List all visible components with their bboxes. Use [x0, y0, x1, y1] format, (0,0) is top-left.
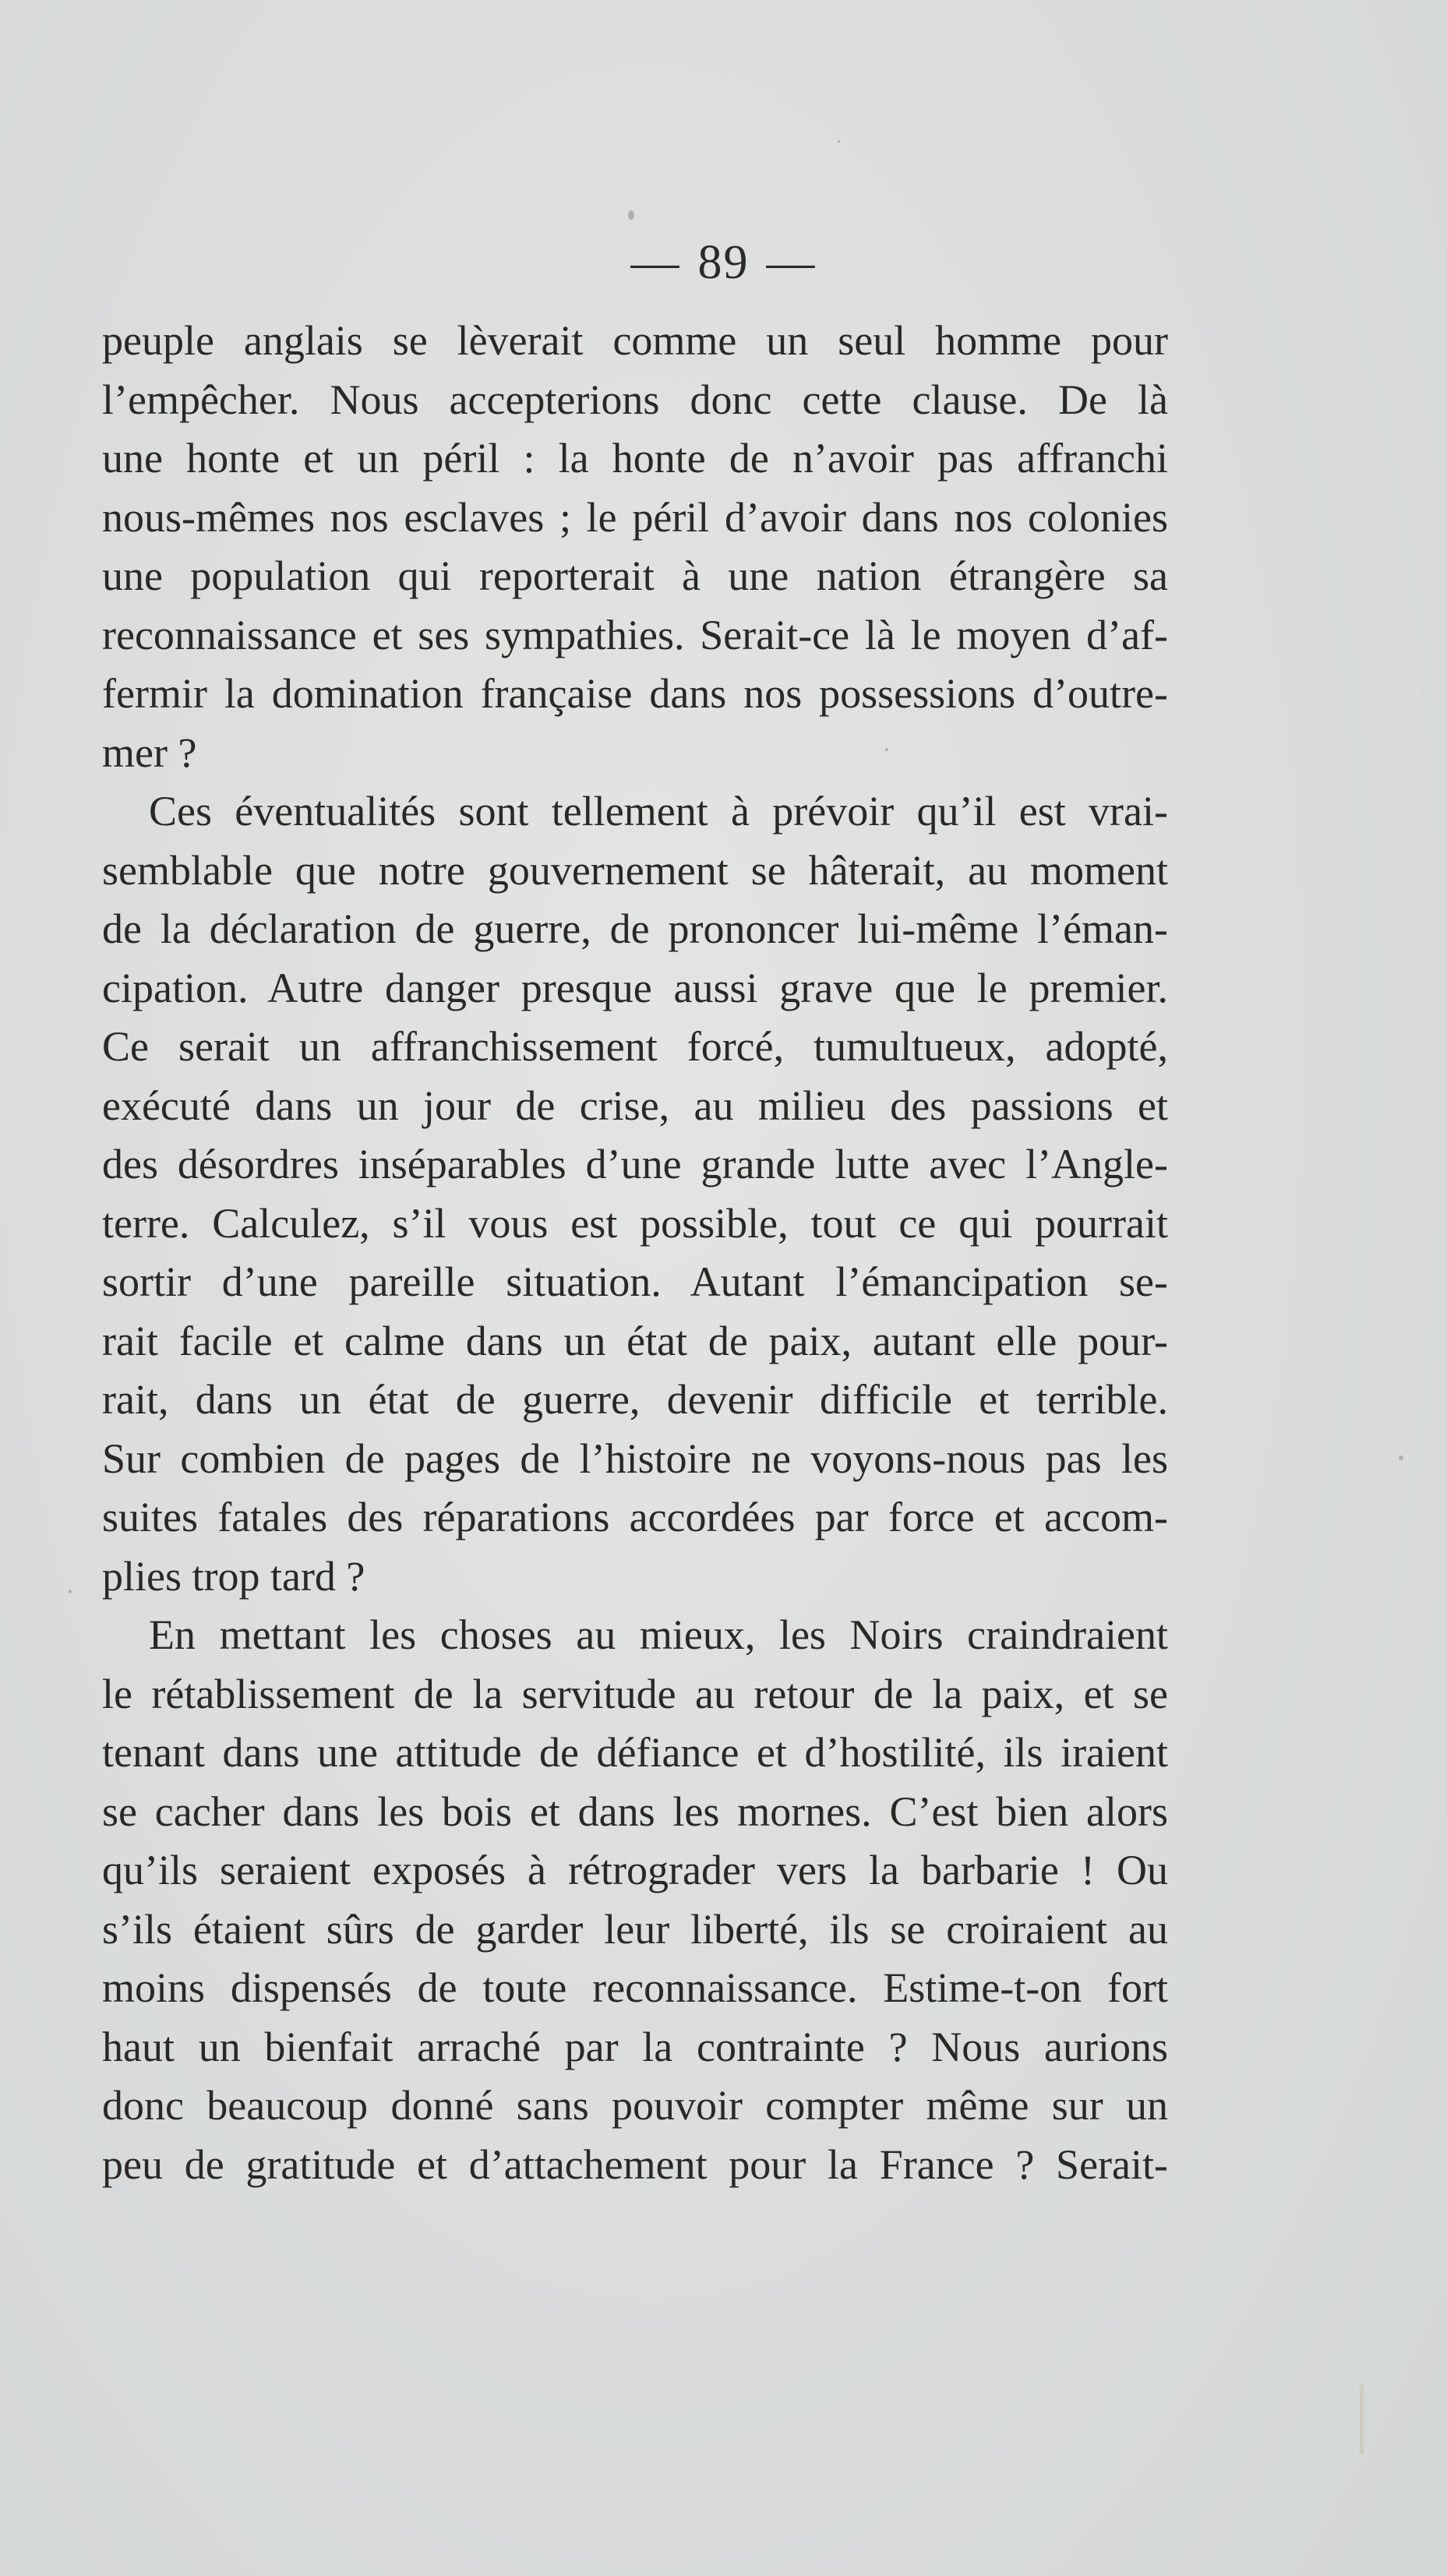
text-line: rait, dans un état de guerre, devenir difficile et terrible. — [102, 1376, 1168, 1423]
text-line: fermir la domination française dans nos possessions d’outre- — [102, 670, 1168, 717]
text-line: une population qui reporterait à une nation étrangère sa — [102, 552, 1168, 599]
text-line: de la déclaration de guerre, de prononcer lui-même l’éman- — [102, 905, 1168, 952]
text-line: une honte et un péril : la honte de n’avoir pas affranchi — [102, 435, 1168, 482]
text-line: Sur combien de pages de l’histoire ne voyons-nous pas les — [102, 1434, 1168, 1482]
page-number-dash-right: — — [766, 236, 817, 289]
text-line: rait facile et calme dans un état de paix, autant elle pour- — [102, 1317, 1168, 1364]
text-line: plies trop tard ? — [102, 1552, 365, 1600]
text-line: nous-mêmes nos esclaves ; le péril d’avoir dans nos colonies — [102, 493, 1168, 541]
text-line: haut un bienfait arraché par la contrainte ? Nous aurions — [102, 2023, 1168, 2070]
text-line: moins dispensés de toute reconnaissance. Estime-t-on fort — [102, 1964, 1168, 2011]
text-line: peuple anglais se lèverait comme un seul homme pour — [102, 317, 1168, 364]
body-text — [102, 312, 1168, 2194]
text-line: donc beaucoup donné sans pouvoir compter même sur un — [102, 2082, 1168, 2129]
text-line: En mettant les choses au mieux, les Noirs craindraient — [149, 1611, 1168, 1658]
text-line: l’empêcher. Nous accepterions donc cette clause. De là — [102, 376, 1168, 423]
text-line: suites fatales des réparations accordées par force et accom- — [102, 1494, 1168, 1540]
page-number-dash-left: — — [630, 236, 681, 289]
text-line: peu de gratitude et d’attachement pour la France ? Serait- — [102, 2140, 1168, 2188]
text-line: le rétablissement de la servitude au retour de la paix, et se — [102, 1670, 1168, 1717]
text-line: Ce serait un affranchissement forcé, tumultueux, adopté, — [102, 1023, 1168, 1070]
text-line: semblable que notre gouvernement se hâterait, au moment — [102, 846, 1168, 894]
text-line: se cacher dans les bois et dans les mornes. C’est bien alors — [102, 1787, 1168, 1835]
text-line: s’ils étaient sûrs de garder leur liberté, ils se croiraient au — [102, 1905, 1168, 1953]
text-line: Ces éventualités sont tellement à prévoir qu’il est vrai- — [149, 788, 1168, 835]
text-line: cipation. Autre danger presque aussi grave que le premier. — [102, 964, 1168, 1011]
text-line: exécuté dans un jour de crise, au milieu des passions et — [102, 1082, 1168, 1129]
page-number-value: 89 — [697, 236, 750, 289]
text-line: mer ? — [102, 729, 197, 776]
text-line: tenant dans une attitude de défiance et d’hostilité, ils iraient — [102, 1729, 1168, 1776]
text-line: terre. Calculez, s’il vous est possible, tout ce qui pourrait — [102, 1199, 1168, 1247]
text-line: des désordres inséparables d’une grande lutte avec l’Angle- — [102, 1141, 1168, 1187]
text-line: reconnaissance et ses sympathies. Serait-ce là le moyen d’af- — [102, 611, 1168, 658]
text-line: sortir d’une pareille situation. Autant l’émancipation se- — [102, 1258, 1168, 1305]
text-line: qu’ils seraient exposés à rétrograder vers la barbarie ! Ou — [102, 1847, 1168, 1893]
page-number — [0, 235, 1447, 291]
